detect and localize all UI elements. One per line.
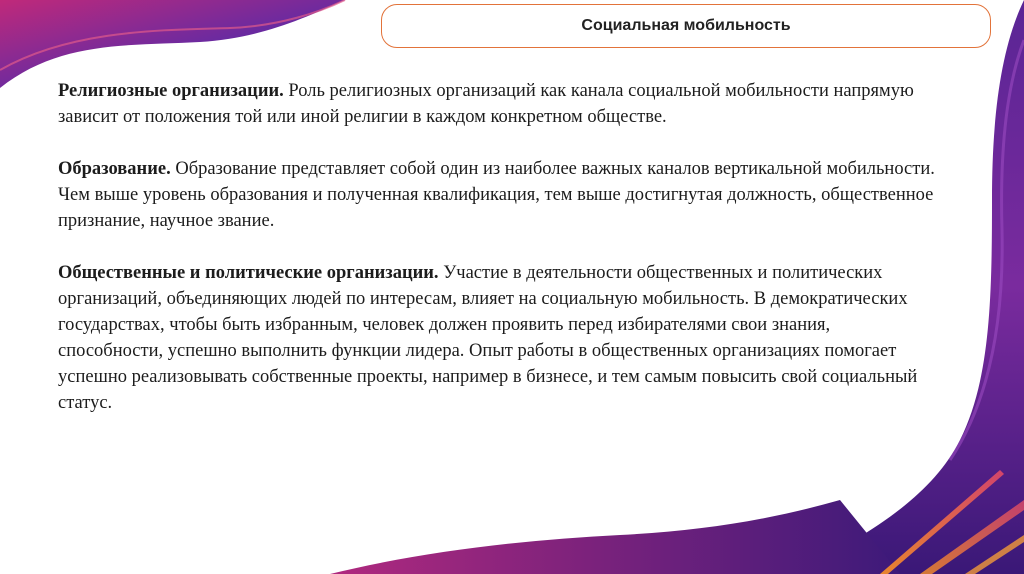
bottom-wave-shape (330, 500, 900, 574)
content-body (58, 78, 938, 442)
paragraph-text: Участие в деятельности общественных и политических организаций, объединяющих людей по интересам, влияет на социальную мобильность. В демократических государствах, чтобы быть избранным, человек должен проявить перед избирателями свои знания, способности, успешно выполнить функции лидера. Опыт работы в общественных организациях помогает успешно реализовывать собственные проекты, например в бизнесе, и тем самым повысить свой социальный статус. (58, 263, 918, 413)
paragraph-education (58, 156, 938, 234)
top-left-wave-shape (0, 0, 345, 88)
slide-title: Социальная мобильность (581, 17, 791, 34)
paragraph-text: Роль религиозных организаций как канала социальной мобильности напрямую зависит от положения той или иной религии в каждом конкретном обществе. (58, 81, 914, 127)
paragraph-religious-organizations (58, 78, 938, 130)
paragraph-heading: Религиозные организации. (58, 81, 284, 101)
paragraph-heading: Образование. (58, 159, 171, 179)
paragraph-public-political-organizations (58, 260, 938, 416)
title-frame (381, 4, 991, 48)
paragraph-heading: Общественные и политические организации. (58, 263, 439, 283)
paragraph-text: Образование представляет собой один из наиболее важных каналов вертикальной мобильности. Чем выше уровень образования и полученная квалификация, тем выше достигнутая должность, общественное признание, научное звание. (58, 159, 935, 231)
